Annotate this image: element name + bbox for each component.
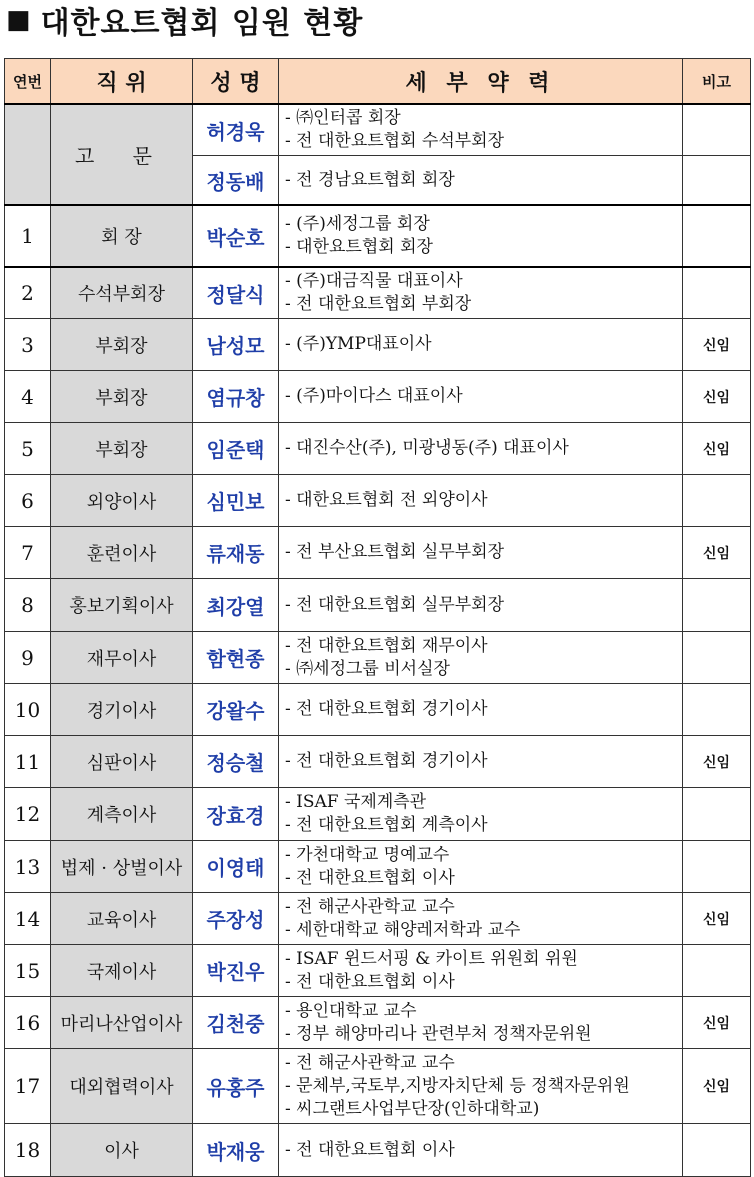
table-row — [5, 893, 751, 945]
row-history — [279, 788, 683, 841]
row-position: 국제이사 — [51, 945, 193, 997]
history-line: - 전 대한요트협회 수석부회장 — [285, 131, 505, 151]
row-position: 부회장 — [51, 371, 193, 423]
table-row — [5, 475, 751, 527]
history-line: - 전 대한요트협회 실무부회장 — [285, 594, 505, 615]
history-line: - 문체부,국토부,지방자치단체 등 정책자문위원 — [285, 1075, 630, 1096]
row-note-badge — [683, 267, 751, 319]
row-position: 홍보기획이사 — [51, 579, 193, 632]
row-history — [279, 319, 683, 371]
title-text: 대한요트협회 임원 현황 — [40, 6, 364, 41]
row-history — [279, 684, 683, 736]
row-note-badge: 신임 — [683, 997, 751, 1049]
row-history — [279, 841, 683, 893]
table-row — [5, 945, 751, 997]
row-note-badge — [683, 475, 751, 527]
row-name: 남성모 — [193, 319, 279, 371]
table-row — [5, 736, 751, 788]
row-name: 임준택 — [193, 423, 279, 475]
row-note-badge — [683, 788, 751, 841]
history-line: - 대한요트협회 회장 — [285, 237, 433, 257]
history-line: - 전 대한요트협회 이사 — [285, 1139, 455, 1160]
officers-table — [4, 58, 751, 1177]
row-position: 이사 — [51, 1124, 193, 1177]
history-line: - 가천대학교 명예교수 — [285, 844, 450, 865]
row-position: 회 장 — [51, 205, 193, 267]
row-name: 정달식 — [193, 267, 279, 319]
advisor-history-2 — [279, 156, 683, 206]
row-position: 수석부회장 — [51, 267, 193, 319]
history-line: - ISAF 국제계측관 — [285, 792, 427, 812]
page-title — [6, 0, 363, 40]
row-number: 9 — [5, 632, 51, 684]
row-position: 부회장 — [51, 423, 193, 475]
table-row — [5, 841, 751, 893]
header-position: 직 위 — [51, 59, 193, 105]
row-name: 주장성 — [193, 893, 279, 945]
history-line: - 전 대한요트협회 경기이사 — [285, 699, 488, 719]
row-history — [279, 371, 683, 423]
table-row — [5, 684, 751, 736]
history-line: - 전 대한요트협회 경기이사 — [285, 751, 488, 771]
table-row — [5, 632, 751, 684]
title-square-icon: ■ — [6, 5, 31, 35]
row-position: 계측이사 — [51, 788, 193, 841]
row-history — [279, 632, 683, 684]
row-note-badge: 신임 — [683, 1049, 751, 1124]
row-note-badge — [683, 841, 751, 893]
table-row — [5, 579, 751, 632]
row-name: 강왈수 — [193, 684, 279, 736]
history-line: - (주)세정그룹 회장 — [285, 214, 430, 234]
header-no: 연번 — [5, 59, 51, 105]
history-line: - 용인대학교 교수 — [285, 1000, 417, 1021]
table-row — [5, 788, 751, 841]
history-line: - 전 경남요트협회 회장 — [285, 169, 455, 190]
row-position: 경기이사 — [51, 684, 193, 736]
header-history: 세 부 약 력 — [279, 59, 683, 105]
table-row — [5, 267, 751, 319]
row-history — [279, 267, 683, 319]
row-name: 류재동 — [193, 527, 279, 579]
advisor-history-1 — [279, 104, 683, 156]
history-line: - ㈜인터콥 회장 — [285, 108, 401, 128]
history-line: - 전 부산요트협회 실무부회장 — [285, 542, 505, 562]
row-name: 유홍주 — [193, 1049, 279, 1124]
row-note-badge — [683, 684, 751, 736]
advisor-position: 고 문 — [51, 104, 193, 205]
table-row — [5, 423, 751, 475]
history-line: - ㈜세정그룹 비서실장 — [285, 658, 450, 679]
row-note-badge — [683, 579, 751, 632]
row-history — [279, 736, 683, 788]
row-position: 법제 · 상벌이사 — [51, 841, 193, 893]
row-number: 14 — [5, 893, 51, 945]
history-line: - 대진수산(주), 미광냉동(주) 대표이사 — [285, 438, 569, 458]
row-history — [279, 527, 683, 579]
row-position: 심판이사 — [51, 736, 193, 788]
row-note-badge: 신임 — [683, 371, 751, 423]
header-name: 성 명 — [193, 59, 279, 105]
row-number: 4 — [5, 371, 51, 423]
row-number: 8 — [5, 579, 51, 632]
row-note-badge: 신임 — [683, 423, 751, 475]
row-history — [279, 945, 683, 997]
row-number: 7 — [5, 527, 51, 579]
history-line: - 전 해군사관학교 교수 — [285, 896, 455, 917]
row-name: 염규창 — [193, 371, 279, 423]
row-number: 18 — [5, 1124, 51, 1177]
table-row — [5, 997, 751, 1049]
row-number: 2 — [5, 267, 51, 319]
row-note-badge: 신임 — [683, 736, 751, 788]
history-line: - 전 대한요트협회 이사 — [285, 971, 455, 992]
history-line: - 전 대한요트협회 이사 — [285, 867, 455, 888]
advisor-name-2: 정동배 — [193, 156, 279, 206]
row-name: 이영태 — [193, 841, 279, 893]
advisor-note-2 — [683, 156, 751, 206]
history-line: - 정부 해양마리나 관련부처 정책자문위원 — [285, 1023, 592, 1044]
header-note: 비고 — [683, 59, 751, 105]
row-number: 5 — [5, 423, 51, 475]
advisor-note-1 — [683, 104, 751, 156]
advisor-row-1 — [5, 104, 751, 156]
row-name: 박순호 — [193, 205, 279, 267]
row-name: 정승철 — [193, 736, 279, 788]
row-history — [279, 579, 683, 632]
history-line: - ISAF 윈드서핑 & 카이트 위원회 위원 — [285, 948, 578, 969]
row-position: 재무이사 — [51, 632, 193, 684]
row-number: 13 — [5, 841, 51, 893]
row-note-badge: 신임 — [683, 527, 751, 579]
row-number: 11 — [5, 736, 51, 788]
history-line: - (주)대금직물 대표이사 — [285, 271, 463, 291]
row-note-badge — [683, 945, 751, 997]
row-history — [279, 997, 683, 1049]
table-row — [5, 1124, 751, 1177]
history-line: - 세한대학교 해양레저학과 교수 — [285, 919, 521, 940]
row-position: 대외협력이사 — [51, 1049, 193, 1124]
row-number: 15 — [5, 945, 51, 997]
row-name: 장효경 — [193, 788, 279, 841]
history-line: - 대한요트협회 전 외양이사 — [285, 490, 488, 510]
row-note-badge: 신임 — [683, 319, 751, 371]
header-row — [5, 59, 751, 105]
row-number: 1 — [5, 205, 51, 267]
row-name: 박진우 — [193, 945, 279, 997]
row-name: 최강열 — [193, 579, 279, 632]
row-history — [279, 1124, 683, 1177]
row-history — [279, 893, 683, 945]
row-number: 10 — [5, 684, 51, 736]
row-name: 박재웅 — [193, 1124, 279, 1177]
row-history — [279, 423, 683, 475]
history-line: - 씨그랜트사업부단장(인하대학교) — [285, 1098, 540, 1119]
history-line: - (주)YMP대표이사 — [285, 334, 432, 354]
row-position: 마리나산업이사 — [51, 997, 193, 1049]
row-position: 훈련이사 — [51, 527, 193, 579]
row-note-badge: 신임 — [683, 893, 751, 945]
row-position: 부회장 — [51, 319, 193, 371]
row-name: 함현종 — [193, 632, 279, 684]
row-number: 16 — [5, 997, 51, 1049]
history-line: - (주)마이다스 대표이사 — [285, 386, 463, 406]
table-row — [5, 371, 751, 423]
row-number: 6 — [5, 475, 51, 527]
table-row — [5, 527, 751, 579]
row-position: 외양이사 — [51, 475, 193, 527]
row-history — [279, 1049, 683, 1124]
history-line: - 전 대한요트협회 재무이사 — [285, 635, 488, 656]
table-row — [5, 205, 751, 267]
row-history — [279, 475, 683, 527]
history-line: - 전 대한요트협회 부회장 — [285, 294, 472, 314]
advisor-no-cell — [5, 104, 51, 205]
table-row — [5, 319, 751, 371]
history-line: - 전 대한요트협회 계측이사 — [285, 815, 488, 835]
advisor-name-1: 허경욱 — [193, 104, 279, 156]
row-number: 12 — [5, 788, 51, 841]
row-number: 17 — [5, 1049, 51, 1124]
row-position: 교육이사 — [51, 893, 193, 945]
row-note-badge — [683, 632, 751, 684]
row-name: 김천중 — [193, 997, 279, 1049]
row-note-badge — [683, 1124, 751, 1177]
row-name: 심민보 — [193, 475, 279, 527]
history-line: - 전 해군사관학교 교수 — [285, 1052, 455, 1073]
table-row — [5, 1049, 751, 1124]
row-history — [279, 205, 683, 267]
row-note-badge — [683, 205, 751, 267]
row-number: 3 — [5, 319, 51, 371]
